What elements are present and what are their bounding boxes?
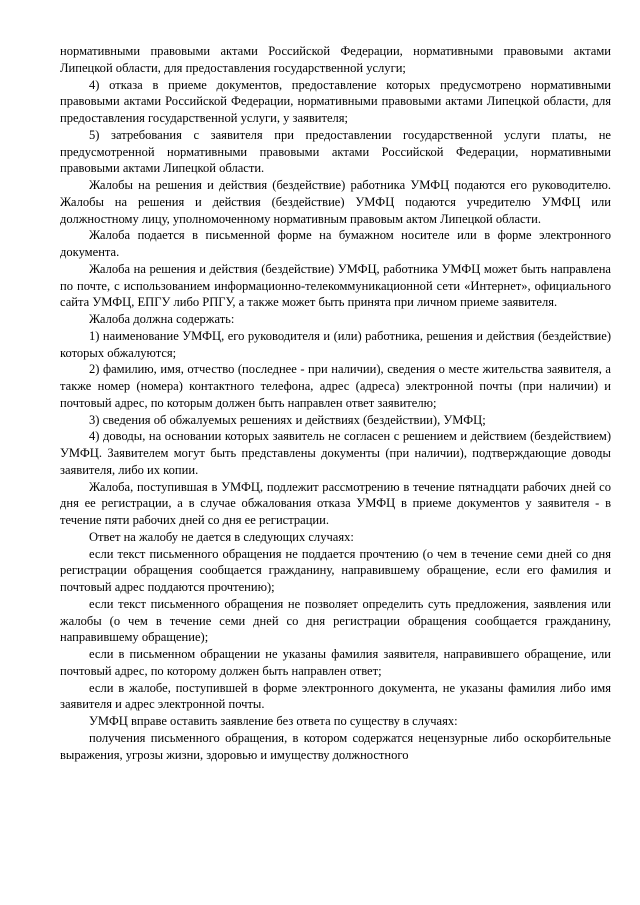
- paragraph-contents-item-4: 4) доводы, на основании которых заявитель не согласен с решением и действием (бездействием) УМФЦ. Заявителем могут быть представлены документы (при наличии), подтверждающие доводы заявителя, либо их копии.: [60, 429, 611, 477]
- paragraph-review-period: Жалоба, поступившая в УМФЦ, подлежит рассмотрению в течение пятнадцати рабочих дней со дня ее регистрации, а в случае обжалования отказа УМФЦ в приеме документов у заявителя - в течение пяти рабочих дней со дня ее регистрации.: [60, 479, 611, 527]
- paragraph-contents-item-3: 3) сведения об обжалуемых решениях и действиях (бездействии), УМФЦ;: [89, 412, 486, 427]
- paragraph-contents-item-1: 1) наименование УМФЦ, его руководителя и (или) работника, решения и действия (бездействие) которых обжалуются;: [60, 328, 611, 360]
- paragraph-no-response-case-2: если текст письменного обращения не позволяет определить суть предложения, заявления или жалобы (о чем в течение семи дней со дня регистрации обращения сообщается гражданину, направившему обращение);: [60, 596, 611, 645]
- paragraph-no-response-heading: Ответ на жалобу не дается в следующих случаях:: [89, 529, 354, 544]
- paragraph-no-response-case-1: если текст письменного обращения не поддается прочтению (о чем в течение семи дней со дня регистрации обращения сообщается гражданину, направившему обращение, если его фамилия и почтовый адрес поддаются прочтению);: [60, 546, 611, 594]
- paragraph-leave-without-answer-case-1: получения письменного обращения, в котором содержатся нецензурные либо оскорбительные выражения, угрозы жизни, здоровью и имуществу должностного: [60, 730, 611, 762]
- paragraph-item-5: 5) затребования с заявителя при предоставлении государственной услуги платы, не предусмотренной нормативными правовыми актами Российской Федерации, нормативными правовыми актами Липецкой области.: [60, 127, 611, 176]
- paragraph-no-response-case-4: если в жалобе, поступившей в форме электронного документа, не указаны фамилия либо имя заявителя и адрес электронной почты.: [60, 680, 611, 712]
- paragraph-complaints-addressee: Жалобы на решения и действия (бездействие) работника УМФЦ подаются его руководителю. Жалобы на решения и действия (бездействие) УМФЦ подаются учредителю УМФЦ или должностному лицу, уполномоченному нормативным правовым актом Липецкой области.: [60, 178, 611, 226]
- paragraph-complaint-contents-heading: Жалоба должна содержать:: [89, 312, 235, 326]
- paragraph-complaint-channels: Жалоба на решения и действия (бездействие) УМФЦ, работника УМФЦ может быть направлена по почте, с использованием информационно-телекоммуникационной сети «Интернет», официального сайта УМФЦ, ЕПГУ либо РПГУ, а также может быть принята при личном приеме заявителя.: [60, 261, 611, 310]
- paragraph-continuation: нормативными правовыми актами Российской Федерации, нормативными правовыми актами Липецкой области, для предоставления государственной услуги;: [60, 44, 611, 75]
- paragraph-no-response-case-3: если в письменном обращении не указаны фамилия заявителя, направившего обращение, или почтовый адрес, по которому должен быть направлен ответ;: [60, 647, 611, 678]
- paragraph-leave-without-answer-heading: УМФЦ вправе оставить заявление без ответа по существу в случаях:: [89, 714, 458, 728]
- document-page: [60, 43, 611, 763]
- paragraph-contents-item-2: 2) фамилию, имя, отчество (последнее - при наличии), сведения о месте жительства заявителя, а также номер (номера) контактного телефона, адрес (адреса) электронной почты (при наличии) и почтовый адрес, по которым должен быть направлен ответ заявителю;: [60, 362, 611, 410]
- paragraph-item-4: 4) отказа в приеме документов, предоставление которых предусмотрено нормативными правовыми актами Российской Федерации, нормативными правовыми актами Липецкой области, для предоставления государственной услуги, у заявителя;: [60, 77, 611, 125]
- paragraph-complaint-form: Жалоба подается в письменной форме на бумажном носителе или в форме электронного документа.: [60, 228, 611, 259]
